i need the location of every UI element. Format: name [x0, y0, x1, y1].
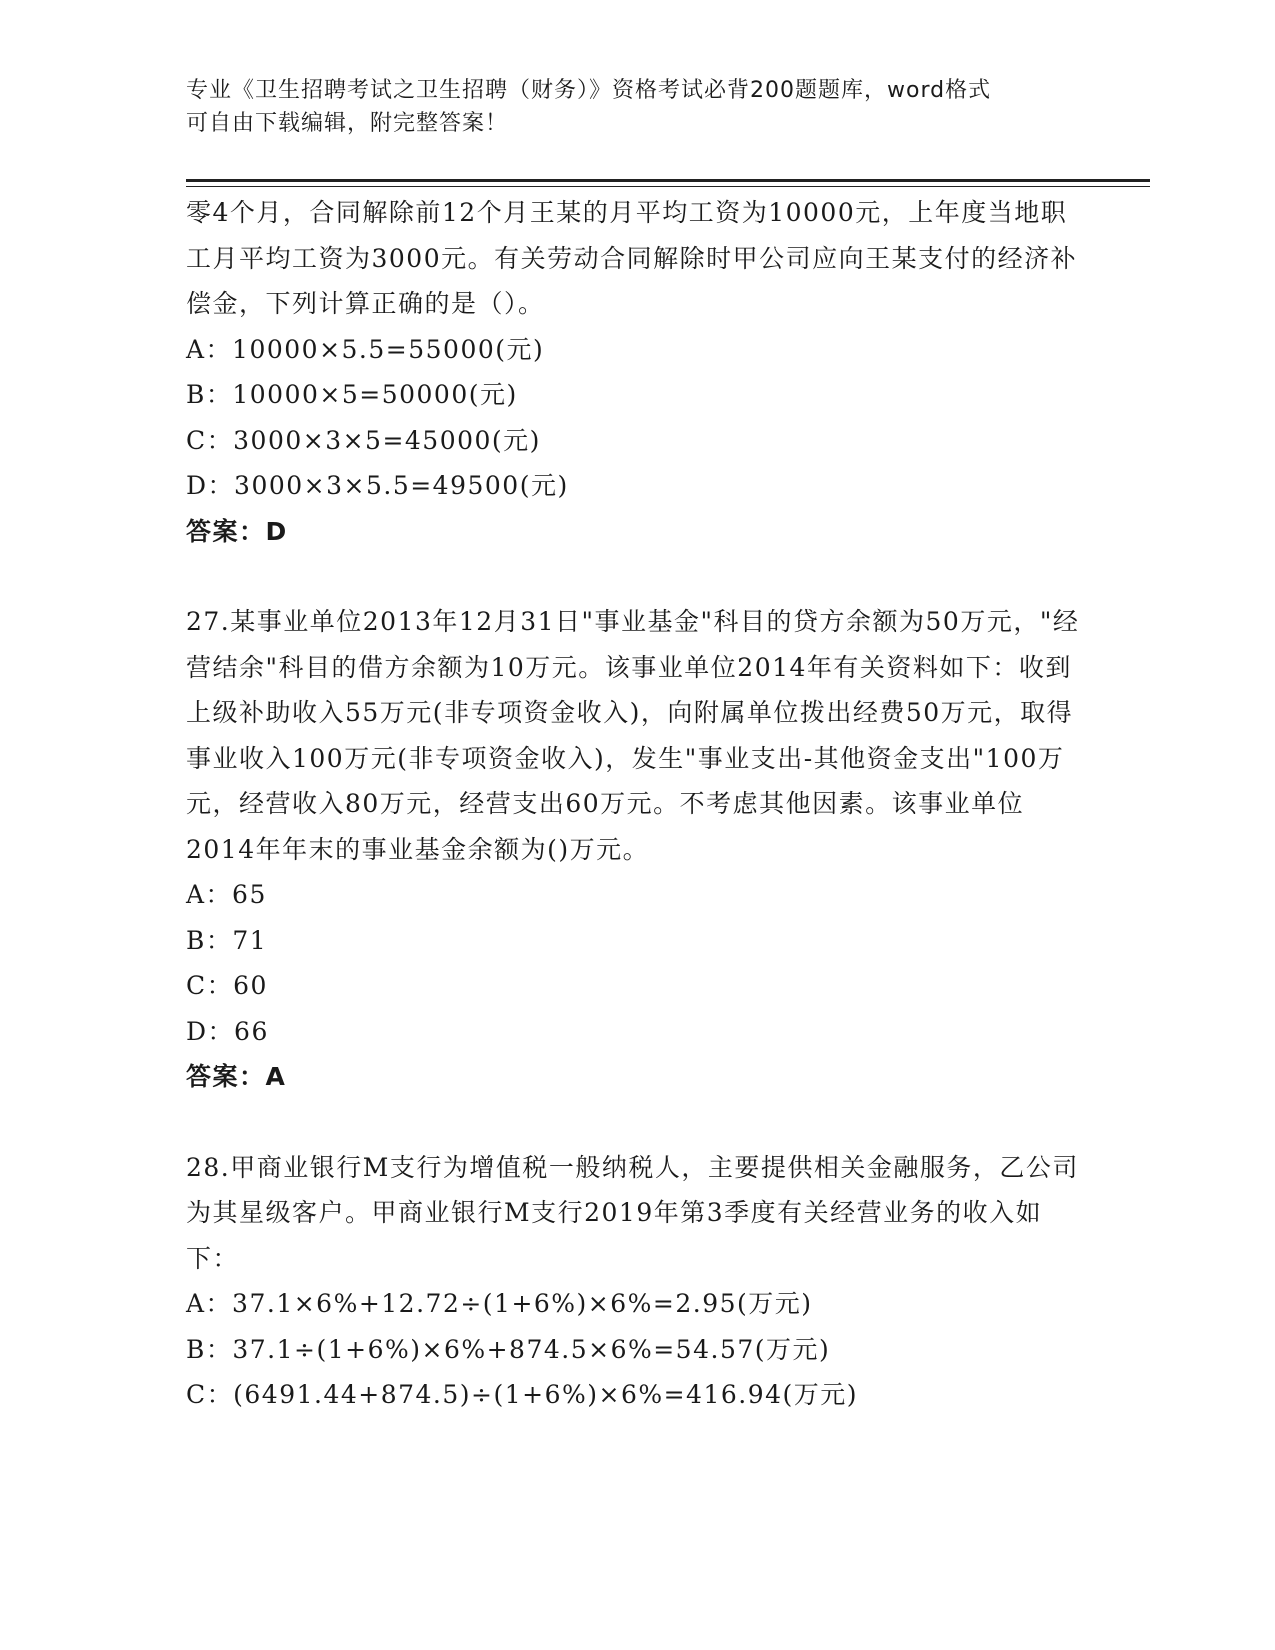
header-rule-thin	[186, 186, 1150, 187]
question-27-answer: 答案：A	[186, 1062, 287, 1091]
question-26-answer: 答案：D	[186, 516, 288, 546]
document-header	[186, 74, 1066, 140]
question-28-option-a: A：37.1×6%+12.72÷(1+6%)×6%=2.95(万元)	[186, 1289, 813, 1318]
question-26	[186, 190, 1086, 554]
question-28-option-c: C：(6491.44+874.5)÷(1+6%)×6%=416.94(万元)	[186, 1380, 859, 1409]
header-line-2: 可自由下载编辑，附完整答案！	[186, 111, 509, 136]
header-rule-thick	[186, 179, 1150, 182]
question-27-option-d: D：66	[186, 1016, 269, 1046]
question-27-option-c: C：60	[186, 971, 268, 1000]
question-26-text: 零4个月，合同解除前12个月王某的月平均工资为10000元，上年度当地职工月平均工资为3000元。有关劳动合同解除时甲公司应向王某支付的经济补偿金，下列计算正确的是（）。	[186, 198, 1078, 318]
question-28-option-b: B：37.1÷(1+6%)×6%+874.5×6%=54.57(万元)	[186, 1334, 831, 1364]
question-27-option-b: B：71	[186, 925, 268, 955]
question-26-option-b: B：10000×5=50000(元)	[186, 380, 518, 409]
question-26-option-c: C：3000×3×5=45000(元)	[186, 425, 541, 455]
question-26-option-d: D：3000×3×5.5=49500(元)	[186, 471, 569, 500]
question-28-text: 28.甲商业银行M支行为增值税一般纳税人，主要提供相关金融服务，乙公司为其星级客户。甲商业银行M支行2019年第3季度有关经营业务的收入如下：	[186, 1152, 1079, 1273]
question-27-text: 27.某事业单位2013年12月31日"事业基金"科目的贷方余额为50万元，"经营结余"科目的借方余额为10万元。该事业单位2014年有关资料如下：收到上级补助收入55万元(非专项资金收入)，向附属单位拨出经费50万元，取得事业收入100万元(非专项资金收入)，发生"事业支出-其他资金支出"100万元，经营收入80万元，经营支出60万元。不考虑其他因素。该事业单位2014年年末的事业基金余额为()万元。	[186, 607, 1080, 864]
question-27-option-a: A：65	[186, 880, 267, 909]
spacer	[186, 1100, 1086, 1145]
header-line-1: 专业《卫生招聘考试之卫生招聘（财务）》资格考试必背200题题库，word格式	[186, 78, 992, 103]
question-28	[186, 1145, 1086, 1418]
question-26-option-a: A：10000×5.5=55000(元)	[186, 334, 545, 364]
spacer	[186, 554, 1086, 599]
question-27	[186, 599, 1086, 1100]
document-body	[186, 190, 1086, 1418]
